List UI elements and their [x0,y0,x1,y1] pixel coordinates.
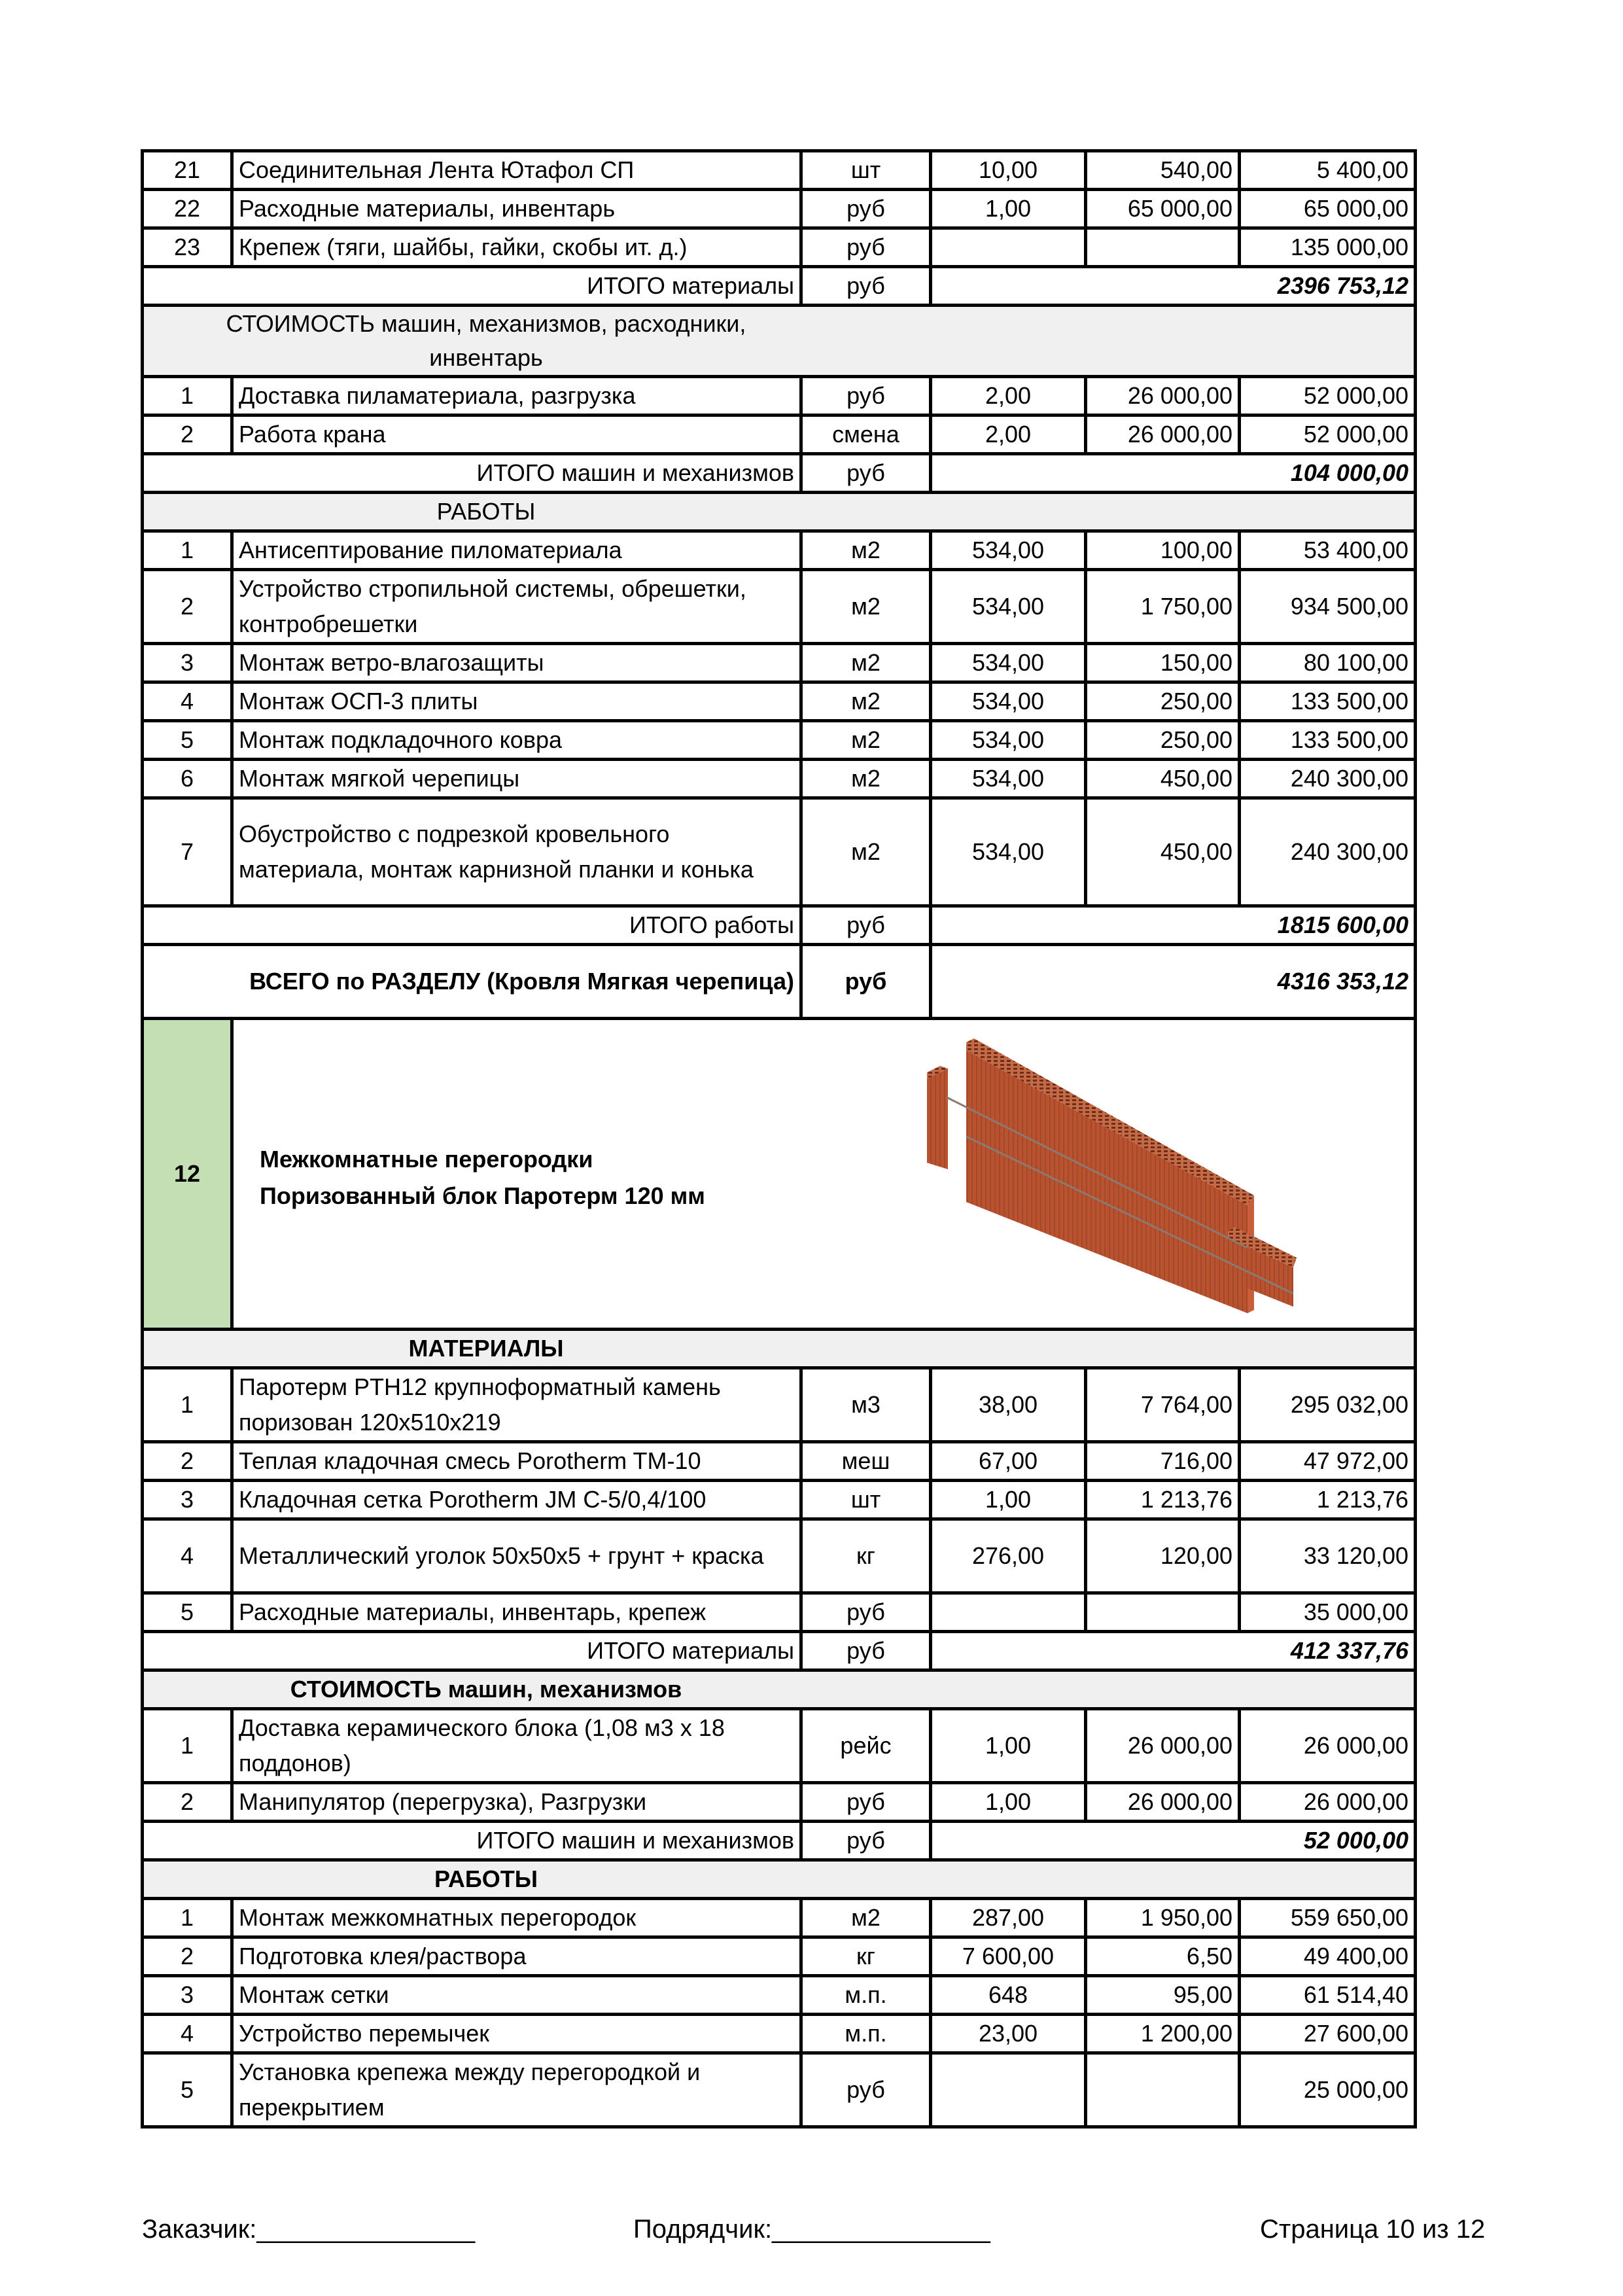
row-sum: 33 120,00 [1240,1519,1416,1593]
section-header-row [143,1330,1416,1368]
row-qty: 287,00 [931,1899,1086,1937]
total-unit: руб [801,1632,931,1670]
row-number: 21 [143,151,232,190]
row-sum: 135 000,00 [1240,228,1416,267]
row-unit: м2 [801,682,931,721]
row-unit: шт [801,151,931,190]
row-sum: 26 000,00 [1240,1783,1416,1822]
row-qty: 1,00 [931,1709,1086,1783]
row-number: 23 [143,228,232,267]
materials-total-row [143,1632,1416,1670]
row-qty: 534,00 [931,570,1086,644]
row-sum: 26 000,00 [1240,1709,1416,1783]
row-price: 1 200,00 [1086,2015,1240,2053]
table-row [143,1783,1416,1822]
row-name: Установка крепежа между перегородкой и перекрытием [232,2053,801,2127]
row-qty [931,1593,1086,1632]
row-number: 2 [143,415,232,454]
table-row [143,2053,1416,2127]
row-name: Устройство перемычек [232,2015,801,2053]
total-unit: руб [801,267,931,306]
row-name: Расходные материалы, инвентарь, крепеж [232,1593,801,1632]
row-unit: м2 [801,798,931,906]
table-row [143,1481,1416,1519]
row-unit: м2 [801,1899,931,1937]
materials-total-row [143,267,1416,306]
row-qty: 67,00 [931,1442,1086,1481]
row-price: 250,00 [1086,721,1240,760]
total-label: ИТОГО машин и механизмов [143,454,801,493]
row-sum: 52 000,00 [1240,377,1416,415]
row-qty: 7 600,00 [931,1937,1086,1976]
row-number: 1 [143,1368,232,1442]
works-total-row [143,906,1416,945]
row-name: Монтаж мягкой черепицы [232,760,801,798]
total-label: ИТОГО материалы [143,267,801,306]
row-unit: руб [801,228,931,267]
row-qty: 2,00 [931,415,1086,454]
row-price: 450,00 [1086,798,1240,906]
row-price: 7 764,00 [1086,1368,1240,1442]
row-unit: м2 [801,721,931,760]
row-number: 22 [143,190,232,228]
row-number: 2 [143,1783,232,1822]
table-row [143,1899,1416,1937]
row-price: 120,00 [1086,1519,1240,1593]
row-sum: 25 000,00 [1240,2053,1416,2127]
section-number: 12 [143,1019,232,1330]
row-unit: кг [801,1519,931,1593]
row-number: 1 [143,531,232,570]
row-name: Обустройство с подрезкой кровельного материала, монтаж карнизной планки и конька [232,798,801,906]
row-qty [931,228,1086,267]
row-price: 1 213,76 [1086,1481,1240,1519]
row-unit: м3 [801,1368,931,1442]
section-header-row [143,1860,1416,1899]
machines-header: СТОИМОСТЬ машин, механизмов, расходники, инвентарь [226,310,746,371]
row-unit: м.п. [801,2015,931,2053]
row-price [1086,1593,1240,1632]
row-name: Работа крана [232,415,801,454]
row-qty: 534,00 [931,682,1086,721]
total-value: 104 000,00 [931,454,1416,493]
row-name: Подготовка клея/раствора [232,1937,801,1976]
section-header-row [143,493,1416,531]
row-price: 100,00 [1086,531,1240,570]
grand-total-value: 4316 353,12 [931,945,1416,1019]
row-sum: 49 400,00 [1240,1937,1416,1976]
table-row [143,415,1416,454]
table-row [143,1937,1416,1976]
row-sum: 35 000,00 [1240,1593,1416,1632]
row-sum: 240 300,00 [1240,760,1416,798]
machines-total-row [143,1822,1416,1860]
row-name: Монтаж ОСП-3 плиты [232,682,801,721]
works-header: РАБОТЫ [436,498,536,525]
row-name: Кладочная сетка Porotherm JM C-5/0,4/100 [232,1481,801,1519]
table-row [143,377,1416,415]
table-row [143,190,1416,228]
total-unit: руб [801,454,931,493]
row-price: 250,00 [1086,682,1240,721]
row-price [1086,2053,1240,2127]
row-price: 450,00 [1086,760,1240,798]
row-number: 1 [143,1899,232,1937]
row-unit: м2 [801,531,931,570]
row-price: 1 750,00 [1086,570,1240,644]
row-unit: м2 [801,760,931,798]
table-row [143,798,1416,906]
table-row [143,228,1416,267]
row-number: 4 [143,682,232,721]
ceramic-block-image [907,1032,1300,1323]
row-sum: 1 213,76 [1240,1481,1416,1519]
table-row [143,760,1416,798]
row-unit: руб [801,1783,931,1822]
row-name: Металлический уголок 50х50х5 + грунт + краска [232,1519,801,1593]
total-value: 52 000,00 [931,1822,1416,1860]
row-sum: 52 000,00 [1240,415,1416,454]
row-price: 6,50 [1086,1937,1240,1976]
row-number: 2 [143,1937,232,1976]
row-number: 5 [143,1593,232,1632]
row-name: Доставка пиламатериала, разгрузка [232,377,801,415]
row-number: 5 [143,2053,232,2127]
row-name: Теплая кладочная смесь Porotherm TM-10 [232,1442,801,1481]
row-qty: 534,00 [931,644,1086,682]
row-qty: 38,00 [931,1368,1086,1442]
row-name: Манипулятор (перегрузка), Разгрузки [232,1783,801,1822]
row-sum: 5 400,00 [1240,151,1416,190]
row-price: 540,00 [1086,151,1240,190]
total-value: 1815 600,00 [931,906,1416,945]
row-qty: 648 [931,1976,1086,2015]
table-row [143,531,1416,570]
row-sum: 934 500,00 [1240,570,1416,644]
grand-total-unit: руб [801,945,931,1019]
grand-total-label: ВСЕГО по РАЗДЕЛУ (Кровля Мягкая черепица) [143,945,801,1019]
row-name: Монтаж межкомнатных перегородок [232,1899,801,1937]
materials-header: МАТЕРИАЛЫ [408,1335,564,1362]
row-sum: 61 514,40 [1240,1976,1416,2015]
row-price: 26 000,00 [1086,1709,1240,1783]
row-number: 2 [143,570,232,644]
section-title-line1: Межкомнатные перегородки [260,1146,593,1173]
section-title-row [143,1019,1416,1330]
row-number: 1 [143,377,232,415]
table-row [143,570,1416,644]
row-unit: шт [801,1481,931,1519]
total-value: 2396 753,12 [931,267,1416,306]
row-qty: 534,00 [931,760,1086,798]
row-price: 150,00 [1086,644,1240,682]
total-unit: руб [801,1822,931,1860]
total-label: ИТОГО работы [143,906,801,945]
row-qty: 276,00 [931,1519,1086,1593]
row-name: Паротерм PTH12 крупноформатный камень поризован 120х510х219 [232,1368,801,1442]
row-sum: 27 600,00 [1240,2015,1416,2053]
table-row [143,151,1416,190]
row-sum: 295 032,00 [1240,1368,1416,1442]
row-number: 4 [143,1519,232,1593]
table-row [143,2015,1416,2053]
total-value: 412 337,76 [931,1632,1416,1670]
row-sum: 133 500,00 [1240,682,1416,721]
works-header: РАБОТЫ [434,1865,538,1892]
machines-header: СТОИМОСТЬ машин, механизмов [290,1676,682,1703]
table-row [143,1976,1416,2015]
machines-total-row [143,454,1416,493]
row-qty: 534,00 [931,531,1086,570]
row-number: 4 [143,2015,232,2053]
row-unit: руб [801,2053,931,2127]
section-title [260,1141,705,1214]
row-name: Крепеж (тяги, шайбы, гайки, скобы ит. д.) [232,228,801,267]
table-row [143,1519,1416,1593]
row-qty [931,2053,1086,2127]
row-number: 3 [143,1976,232,2015]
row-name: Расходные материалы, инвентарь [232,190,801,228]
table-row [143,1709,1416,1783]
row-number: 3 [143,1481,232,1519]
row-qty: 1,00 [931,1783,1086,1822]
row-number: 2 [143,1442,232,1481]
row-price: 95,00 [1086,1976,1240,2015]
row-sum: 65 000,00 [1240,190,1416,228]
estimate-sheet [141,149,1414,2128]
row-unit: рейс [801,1709,931,1783]
table-row [143,644,1416,682]
row-unit: меш [801,1442,931,1481]
row-qty: 2,00 [931,377,1086,415]
row-unit: м.п. [801,1976,931,2015]
page-number: Страница 10 из 12 [1260,2215,1486,2244]
row-qty: 1,00 [931,190,1086,228]
row-sum: 240 300,00 [1240,798,1416,906]
section-grand-total-row [143,945,1416,1019]
row-price: 26 000,00 [1086,377,1240,415]
row-qty: 534,00 [931,798,1086,906]
row-number: 1 [143,1709,232,1783]
total-label: ИТОГО материалы [143,1632,801,1670]
row-number: 5 [143,721,232,760]
row-qty: 1,00 [931,1481,1086,1519]
row-price: 26 000,00 [1086,1783,1240,1822]
row-unit: м2 [801,644,931,682]
section-header-row [143,306,1416,377]
row-name: Соединительная Лента Ютафол СП [232,151,801,190]
row-sum: 53 400,00 [1240,531,1416,570]
row-sum: 133 500,00 [1240,721,1416,760]
row-number: 6 [143,760,232,798]
customer-signature: Заказчик:_______________ [142,2215,476,2244]
row-sum: 80 100,00 [1240,644,1416,682]
row-unit: смена [801,415,931,454]
row-qty: 23,00 [931,2015,1086,2053]
contractor-signature: Подрядчик:_______________ [633,2215,990,2244]
row-name: Монтаж сетки [232,1976,801,2015]
row-unit: руб [801,1593,931,1632]
row-name: Монтаж ветро-влагозащиты [232,644,801,682]
row-price: 65 000,00 [1086,190,1240,228]
row-qty: 534,00 [931,721,1086,760]
row-unit: руб [801,377,931,415]
row-unit: м2 [801,570,931,644]
row-name: Устройство стропильной системы, обрешетки, контробрешетки [232,570,801,644]
row-price [1086,228,1240,267]
row-price: 26 000,00 [1086,415,1240,454]
table-row [143,1593,1416,1632]
row-name: Монтаж подкладочного ковра [232,721,801,760]
section-title-cell [232,1019,1416,1330]
total-unit: руб [801,906,931,945]
row-unit: руб [801,190,931,228]
row-unit: кг [801,1937,931,1976]
estimate-table [141,149,1417,2128]
row-sum: 559 650,00 [1240,1899,1416,1937]
section-title-line2: Поризованный блок Паротерм 120 мм [260,1182,705,1209]
row-name: Доставка керамического блока (1,08 м3 х 18 поддонов) [232,1709,801,1783]
total-label: ИТОГО машин и механизмов [143,1822,801,1860]
row-sum: 47 972,00 [1240,1442,1416,1481]
table-row [143,682,1416,721]
row-number: 3 [143,644,232,682]
row-number: 7 [143,798,232,906]
table-row [143,1442,1416,1481]
row-name: Антисептирование пиломатериала [232,531,801,570]
row-price: 1 950,00 [1086,1899,1240,1937]
section-header-row [143,1670,1416,1709]
row-price: 716,00 [1086,1442,1240,1481]
table-row [143,1368,1416,1442]
table-row [143,721,1416,760]
row-qty: 10,00 [931,151,1086,190]
